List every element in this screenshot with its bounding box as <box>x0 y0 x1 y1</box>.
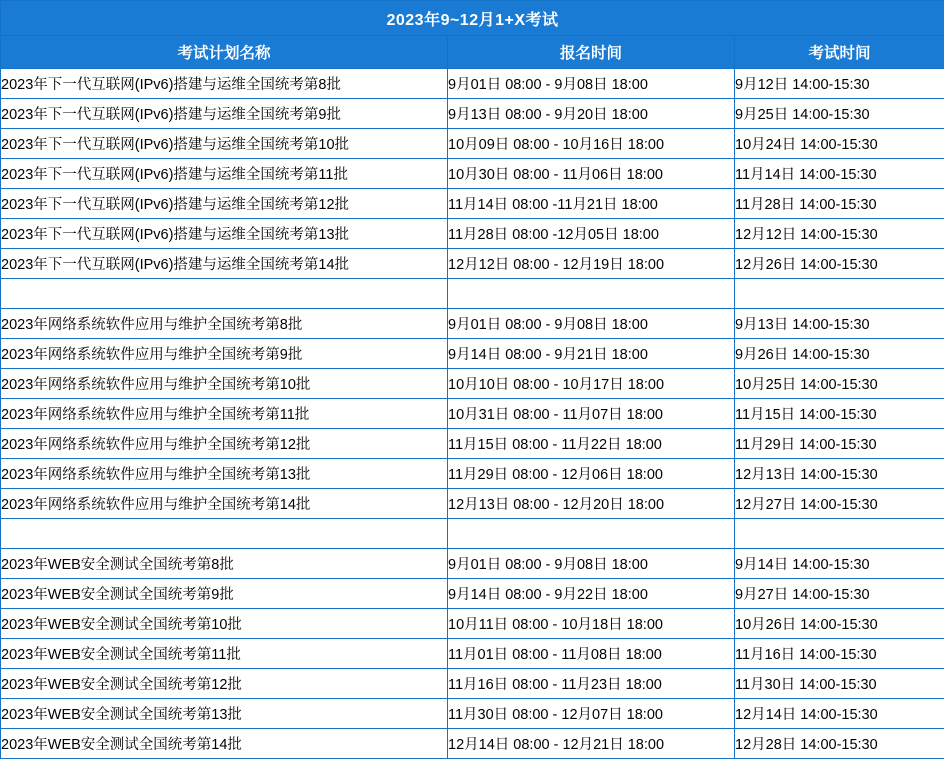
table-row <box>1 99 944 129</box>
signup-time-cell: 11月30日 08:00 - 12月07日 18:00 <box>448 699 735 729</box>
exam-time-cell: 9月12日 14:00-15:30 <box>735 69 944 99</box>
spacer-cell <box>735 279 944 309</box>
exam-time-cell: 11月16日 14:00-15:30 <box>735 639 944 669</box>
exam-plan-name-cell: 2023年WEB安全测试全国统考第14批 <box>1 729 448 759</box>
exam-plan-name-cell: 2023年WEB安全测试全国统考第12批 <box>1 669 448 699</box>
exam-plan-name-cell: 2023年下一代互联网(IPv6)搭建与运维全国统考第12批 <box>1 189 448 219</box>
exam-time-cell: 12月27日 14:00-15:30 <box>735 489 944 519</box>
exam-plan-name-cell: 2023年WEB安全测试全国统考第8批 <box>1 549 448 579</box>
signup-time-cell: 9月01日 08:00 - 9月08日 18:00 <box>448 309 735 339</box>
exam-time-cell: 12月13日 14:00-15:30 <box>735 459 944 489</box>
exam-plan-name-cell: 2023年下一代互联网(IPv6)搭建与运维全国统考第14批 <box>1 249 448 279</box>
signup-time-cell: 11月15日 08:00 - 11月22日 18:00 <box>448 429 735 459</box>
exam-plan-name-cell: 2023年下一代互联网(IPv6)搭建与运维全国统考第10批 <box>1 129 448 159</box>
signup-time-cell: 9月01日 08:00 - 9月08日 18:00 <box>448 69 735 99</box>
table-row <box>1 369 944 399</box>
table-row <box>1 609 944 639</box>
table-spacer-row <box>1 279 944 309</box>
exam-time-cell: 11月30日 14:00-15:30 <box>735 669 944 699</box>
exam-plan-name-cell: 2023年网络系统软件应用与维护全国统考第9批 <box>1 339 448 369</box>
exam-time-cell: 9月27日 14:00-15:30 <box>735 579 944 609</box>
exam-time-cell: 12月14日 14:00-15:30 <box>735 699 944 729</box>
exam-time-cell: 9月14日 14:00-15:30 <box>735 549 944 579</box>
signup-time-cell: 11月16日 08:00 - 11月23日 18:00 <box>448 669 735 699</box>
page-title: 2023年9~12月1+X考试 <box>1 1 944 36</box>
exam-time-cell: 12月28日 14:00-15:30 <box>735 729 944 759</box>
signup-time-cell: 12月14日 08:00 - 12月21日 18:00 <box>448 729 735 759</box>
signup-time-cell: 10月31日 08:00 - 11月07日 18:00 <box>448 399 735 429</box>
table-row <box>1 549 944 579</box>
exam-plan-name-cell: 2023年网络系统软件应用与维护全国统考第13批 <box>1 459 448 489</box>
exam-plan-name-cell: 2023年网络系统软件应用与维护全国统考第8批 <box>1 309 448 339</box>
exam-plan-name-cell: 2023年下一代互联网(IPv6)搭建与运维全国统考第8批 <box>1 69 448 99</box>
exam-plan-name-cell: 2023年网络系统软件应用与维护全国统考第11批 <box>1 399 448 429</box>
table-row <box>1 339 944 369</box>
exam-time-cell: 10月26日 14:00-15:30 <box>735 609 944 639</box>
table-row <box>1 459 944 489</box>
exam-plan-name-cell: 2023年WEB安全测试全国统考第9批 <box>1 579 448 609</box>
spacer-cell <box>1 519 448 549</box>
column-header-plan-name: 考试计划名称 <box>1 36 448 69</box>
signup-time-cell: 10月11日 08:00 - 10月18日 18:00 <box>448 609 735 639</box>
exam-plan-name-cell: 2023年WEB安全测试全国统考第10批 <box>1 609 448 639</box>
column-header-exam-time: 考试时间 <box>735 36 944 69</box>
spacer-cell <box>735 519 944 549</box>
exam-time-cell: 9月26日 14:00-15:30 <box>735 339 944 369</box>
exam-plan-name-cell: 2023年网络系统软件应用与维护全国统考第14批 <box>1 489 448 519</box>
signup-time-cell: 9月14日 08:00 - 9月21日 18:00 <box>448 339 735 369</box>
signup-time-cell: 11月14日 08:00 -11月21日 18:00 <box>448 189 735 219</box>
table-title-row <box>1 1 944 36</box>
table-row <box>1 399 944 429</box>
exam-plan-name-cell: 2023年WEB安全测试全国统考第13批 <box>1 699 448 729</box>
exam-plan-name-cell: 2023年下一代互联网(IPv6)搭建与运维全国统考第11批 <box>1 159 448 189</box>
table-row <box>1 729 944 759</box>
spacer-cell <box>1 279 448 309</box>
exam-time-cell: 10月24日 14:00-15:30 <box>735 129 944 159</box>
table-row <box>1 669 944 699</box>
table-row <box>1 219 944 249</box>
table-row <box>1 129 944 159</box>
table-row <box>1 639 944 669</box>
exam-time-cell: 11月28日 14:00-15:30 <box>735 189 944 219</box>
table-row <box>1 69 944 99</box>
column-header-signup-time: 报名时间 <box>448 36 735 69</box>
exam-time-cell: 9月13日 14:00-15:30 <box>735 309 944 339</box>
table-body <box>1 69 944 759</box>
exam-time-cell: 10月25日 14:00-15:30 <box>735 369 944 399</box>
exam-time-cell: 11月29日 14:00-15:30 <box>735 429 944 459</box>
spacer-cell <box>448 279 735 309</box>
exam-plan-name-cell: 2023年下一代互联网(IPv6)搭建与运维全国统考第13批 <box>1 219 448 249</box>
exam-time-cell: 11月14日 14:00-15:30 <box>735 159 944 189</box>
exam-time-cell: 9月25日 14:00-15:30 <box>735 99 944 129</box>
signup-time-cell: 9月14日 08:00 - 9月22日 18:00 <box>448 579 735 609</box>
exam-plan-name-cell: 2023年WEB安全测试全国统考第11批 <box>1 639 448 669</box>
signup-time-cell: 10月10日 08:00 - 10月17日 18:00 <box>448 369 735 399</box>
signup-time-cell: 11月28日 08:00 -12月05日 18:00 <box>448 219 735 249</box>
signup-time-cell: 11月01日 08:00 - 11月08日 18:00 <box>448 639 735 669</box>
table-row <box>1 159 944 189</box>
exam-time-cell: 12月12日 14:00-15:30 <box>735 219 944 249</box>
table-header-row <box>1 36 944 69</box>
exam-plan-name-cell: 2023年网络系统软件应用与维护全国统考第10批 <box>1 369 448 399</box>
signup-time-cell: 12月12日 08:00 - 12月19日 18:00 <box>448 249 735 279</box>
table-row <box>1 429 944 459</box>
spacer-cell <box>448 519 735 549</box>
signup-time-cell: 9月01日 08:00 - 9月08日 18:00 <box>448 549 735 579</box>
signup-time-cell: 9月13日 08:00 - 9月20日 18:00 <box>448 99 735 129</box>
table-row <box>1 489 944 519</box>
signup-time-cell: 10月09日 08:00 - 10月16日 18:00 <box>448 129 735 159</box>
signup-time-cell: 11月29日 08:00 - 12月06日 18:00 <box>448 459 735 489</box>
table-row <box>1 579 944 609</box>
signup-time-cell: 10月30日 08:00 - 11月06日 18:00 <box>448 159 735 189</box>
exam-time-cell: 12月26日 14:00-15:30 <box>735 249 944 279</box>
table-row <box>1 699 944 729</box>
table-spacer-row <box>1 519 944 549</box>
exam-plan-name-cell: 2023年网络系统软件应用与维护全国统考第12批 <box>1 429 448 459</box>
table-row <box>1 309 944 339</box>
table-row <box>1 249 944 279</box>
exam-plan-name-cell: 2023年下一代互联网(IPv6)搭建与运维全国统考第9批 <box>1 99 448 129</box>
table-row <box>1 189 944 219</box>
exam-time-cell: 11月15日 14:00-15:30 <box>735 399 944 429</box>
signup-time-cell: 12月13日 08:00 - 12月20日 18:00 <box>448 489 735 519</box>
